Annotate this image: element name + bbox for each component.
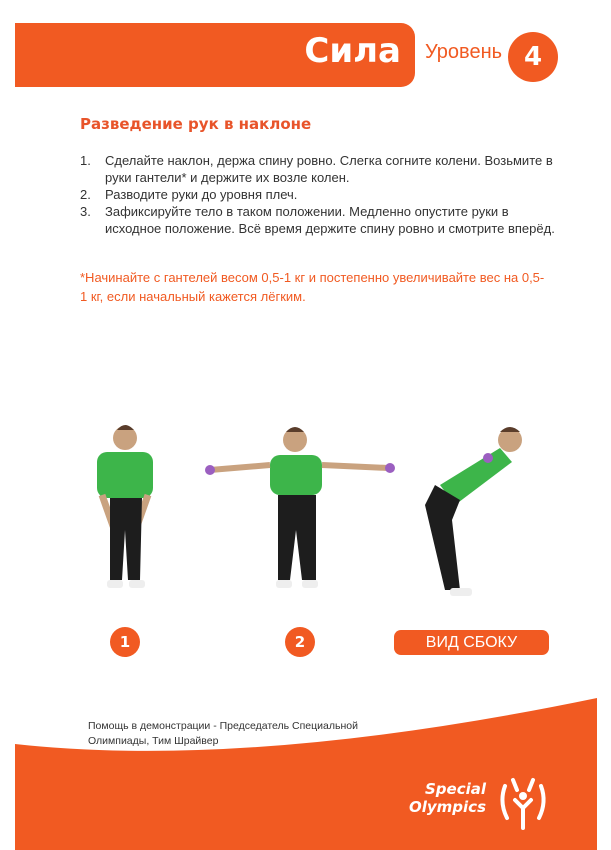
special-olympics-logo-text [396,780,486,816]
step-item [80,203,560,237]
step-text: Разводите руки до уровня плеч. [105,187,298,202]
step-number: 2. [80,187,91,202]
level-label: Уровень [425,41,503,63]
step-text: Сделайте наклон, держа спину ровно. Слегка согните колени. Возьмите в руки гантели* и держите их возле колен. [105,153,553,185]
weight-note: *Начинайте с гантелей весом 0,5-1 кг и постепенно увеличивайте вес на 0,5-1 кг, если начальный кажется лёгким. [80,270,545,304]
side-view-label: ВИД СБОКУ [394,630,549,655]
level-badge: 4 [508,32,558,82]
demo-credit: Помощь в демонстрации - Председатель Специальной Олимпиады, Тим Шрайвер [88,720,358,747]
step-item [80,186,560,203]
photo-side-view [425,427,522,596]
step-2-marker: 2 [285,627,315,657]
steps-list [80,152,560,237]
step-number: 1. [80,153,91,168]
photo-step-2 [205,427,395,588]
logo-line-1: Special [424,780,486,798]
step-item [80,152,560,186]
exercise-title: Разведение рук в наклоне [80,115,312,133]
exercise-photos [80,410,550,610]
page-title: Сила [304,31,401,71]
step-text: Зафиксируйте тело в таком положении. Медленно опустите руки в исходное положение. Всё время держите спину ровно и смотрите вперёд. [105,204,555,236]
step-number: 3. [80,204,91,219]
header-banner [15,23,415,87]
special-olympics-logo-icon [495,772,551,832]
step-1-marker: 1 [110,627,140,657]
photo-step-1 [97,425,153,588]
logo-line-2: Olympics [409,798,486,816]
